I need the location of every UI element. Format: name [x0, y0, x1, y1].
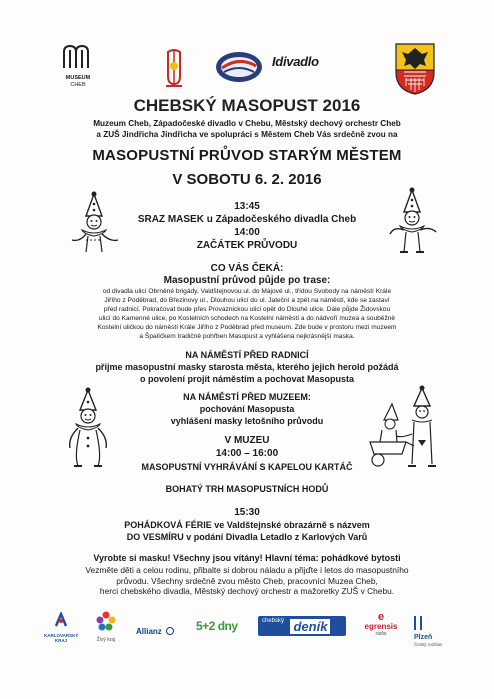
- radio-egrensis-logo: [358, 612, 404, 637]
- museum-logo-line2: CHEB: [70, 82, 86, 88]
- zivy-kraj-text: Živý kraj: [96, 637, 116, 643]
- museum-cheb-logo: [58, 44, 98, 94]
- divadlo-logo-text: Idivadlo: [272, 54, 319, 69]
- plzen-sub: Český rozhlas: [414, 641, 443, 647]
- market-text: BOHATÝ TRH MASOPUSTNÍCH HODŮ: [165, 484, 329, 494]
- allianz-text: Allianz: [136, 627, 162, 636]
- route-line: Kostelní uličkou do náměstí Krále Jiřího z Poděbrad před museum. Zde bude v prostoru mezi muzeem: [97, 324, 397, 331]
- 5plus2-dny-logo: [196, 617, 240, 635]
- square-heading: NA NÁMĚSTÍ PŘED RADNICÍ: [185, 350, 309, 360]
- start-text: ZAČÁTEK PRŮVODU: [196, 240, 298, 251]
- fairy-line2: DO VESMÍRU v podání Divadla Letadlo z Karlových Varů: [126, 532, 368, 542]
- square-line: o povolení projít náměstím a pochovat Masopusta: [139, 373, 355, 384]
- footer-line: herci chebského divadla, Městský dechový orchestr a mažoretky ZUŠ v Chebu.: [99, 586, 395, 596]
- route-line: a Špalíčkem tradičně pohřben Masopust a vyhlášena nejkrásnější maska.: [139, 333, 355, 340]
- footer-highlight: Vyrobte si masku! Všechny jsou vítány! Hlavní téma: pohádkové bytosti: [93, 553, 401, 563]
- clown-illustration-top-left: [68, 190, 124, 254]
- organizers: [0, 118, 494, 140]
- museum-logo-line1: MUSEUM: [65, 75, 91, 81]
- karlovarsky-line2: KRAJ: [54, 638, 68, 643]
- denik-text: deník: [290, 619, 330, 634]
- museum-front-line: pochování Masopusta: [199, 404, 295, 414]
- egrensis-e-icon: e: [377, 611, 385, 623]
- clowns-with-wheelbarrow-illustration: [366, 384, 450, 470]
- footer-text: [0, 565, 494, 597]
- museum-front-line: vyhlášení masky letošního průvodu: [170, 415, 324, 426]
- route-line: před radnicí. Pokračovat bude přes Provaznickou ulici opět do Dlouhé ulice. Dále půjde Židovskou: [103, 306, 391, 313]
- allianz-eagle-icon: [166, 627, 174, 635]
- karlovarsky-kraj-logo: [44, 612, 78, 643]
- route-line: od divadla ulicí Obrněné brigády, Valdštejnovou ul. do Májové ul., třídou Svobody na náměstí Krále: [102, 288, 392, 295]
- sponsor-logos: [0, 608, 494, 648]
- organizers-line1: Muzeum Cheb, Západočeské divadlo v Chebu, Městský dechový orchestr Cheb: [93, 119, 401, 128]
- museum-text: MASOPUSTNÍ VYHRÁVÁNÍ S KAPELOU KARTÁČ: [141, 462, 353, 472]
- plzen-text: Plzeň: [414, 633, 433, 641]
- zivy-kraj-logo: [92, 610, 120, 643]
- egrensis-text: egrensis: [364, 622, 398, 631]
- 5plus2-dny-text: 5+2 dny: [196, 619, 238, 633]
- museum-heading: V MUZEU: [224, 435, 270, 446]
- clown-illustration-top-right: [388, 186, 440, 256]
- fairy-time: 15:30: [234, 507, 260, 518]
- footer-line: Vezměte děti a celou rodinu, přibalte si dobrou náladu a přijďte i letos do masopustního: [85, 565, 409, 575]
- event-title: MASOPUSTNÍ PRŮVOD STARÝM MĚSTEM: [92, 147, 402, 164]
- divadlo-logo: [272, 54, 332, 78]
- meeting-text: SRAZ MASEK u Západočeského divadla Cheb: [137, 214, 357, 225]
- orchestra-logo: [160, 46, 190, 90]
- footer-line: průvodu. Všechny srdečně zvou město Cheb, pracovníci Muzea Cheb,: [116, 575, 378, 586]
- denik-prefix: chebský: [262, 618, 285, 624]
- allianz-logo: [136, 621, 178, 639]
- karlovarsky-line1: KARLOVARSKÝ: [44, 633, 79, 638]
- egrensis-sub: rádio: [375, 631, 387, 637]
- route-line: ulicí do Kamenné ulice, po Kostelních schodech na Kostelní náměstí a do nádvoří muzea a souběžně: [98, 315, 396, 322]
- event-date: V SOBOTU 6. 2. 2016: [172, 171, 322, 188]
- time-meeting: 13:45: [234, 201, 260, 212]
- page-title: CHEBSKÝ MASOPUST 2016: [133, 96, 361, 115]
- clown-illustration-bottom-left: [60, 386, 116, 470]
- cheb-coat-of-arms: [394, 42, 436, 96]
- route-line: Jiřího z Poděbrad, do Březinovy ul., Dlouhou ulicí do ul. Jateční a zpět na náměstí, kde se zastaví: [104, 297, 390, 304]
- expect-heading: CO VÁS ČEKÁ:: [210, 263, 284, 274]
- square-text: [0, 362, 494, 385]
- fairy-line1: POHÁDKOVÁ FÉRIE ve Valdštejnské obrazárně s názvem: [124, 520, 370, 530]
- museum-front-heading: NA NÁMĚSTÍ PŘED MUZEEM:: [183, 392, 311, 402]
- route-heading: Masopustní průvod půjde po trase:: [163, 275, 331, 286]
- cesky-rozhlas-plzen-logo: [414, 614, 454, 650]
- museum-time: 14:00 – 16:00: [215, 448, 279, 459]
- route-text: [0, 287, 494, 341]
- rozhlas-icon: [414, 616, 422, 630]
- zus-logo: [214, 50, 264, 84]
- square-line: přijme masopustní masky starosta města, kterého jejich herold požádá: [95, 362, 399, 372]
- time-start: 14:00: [234, 227, 260, 238]
- chebsky-denik-logo: [258, 616, 346, 636]
- organizers-line2: a ZUŠ Jindřicha Jindřicha ve spolupráci s Městem Cheb Vás srdečně zvou na: [96, 130, 398, 139]
- logo-bar: [0, 40, 494, 100]
